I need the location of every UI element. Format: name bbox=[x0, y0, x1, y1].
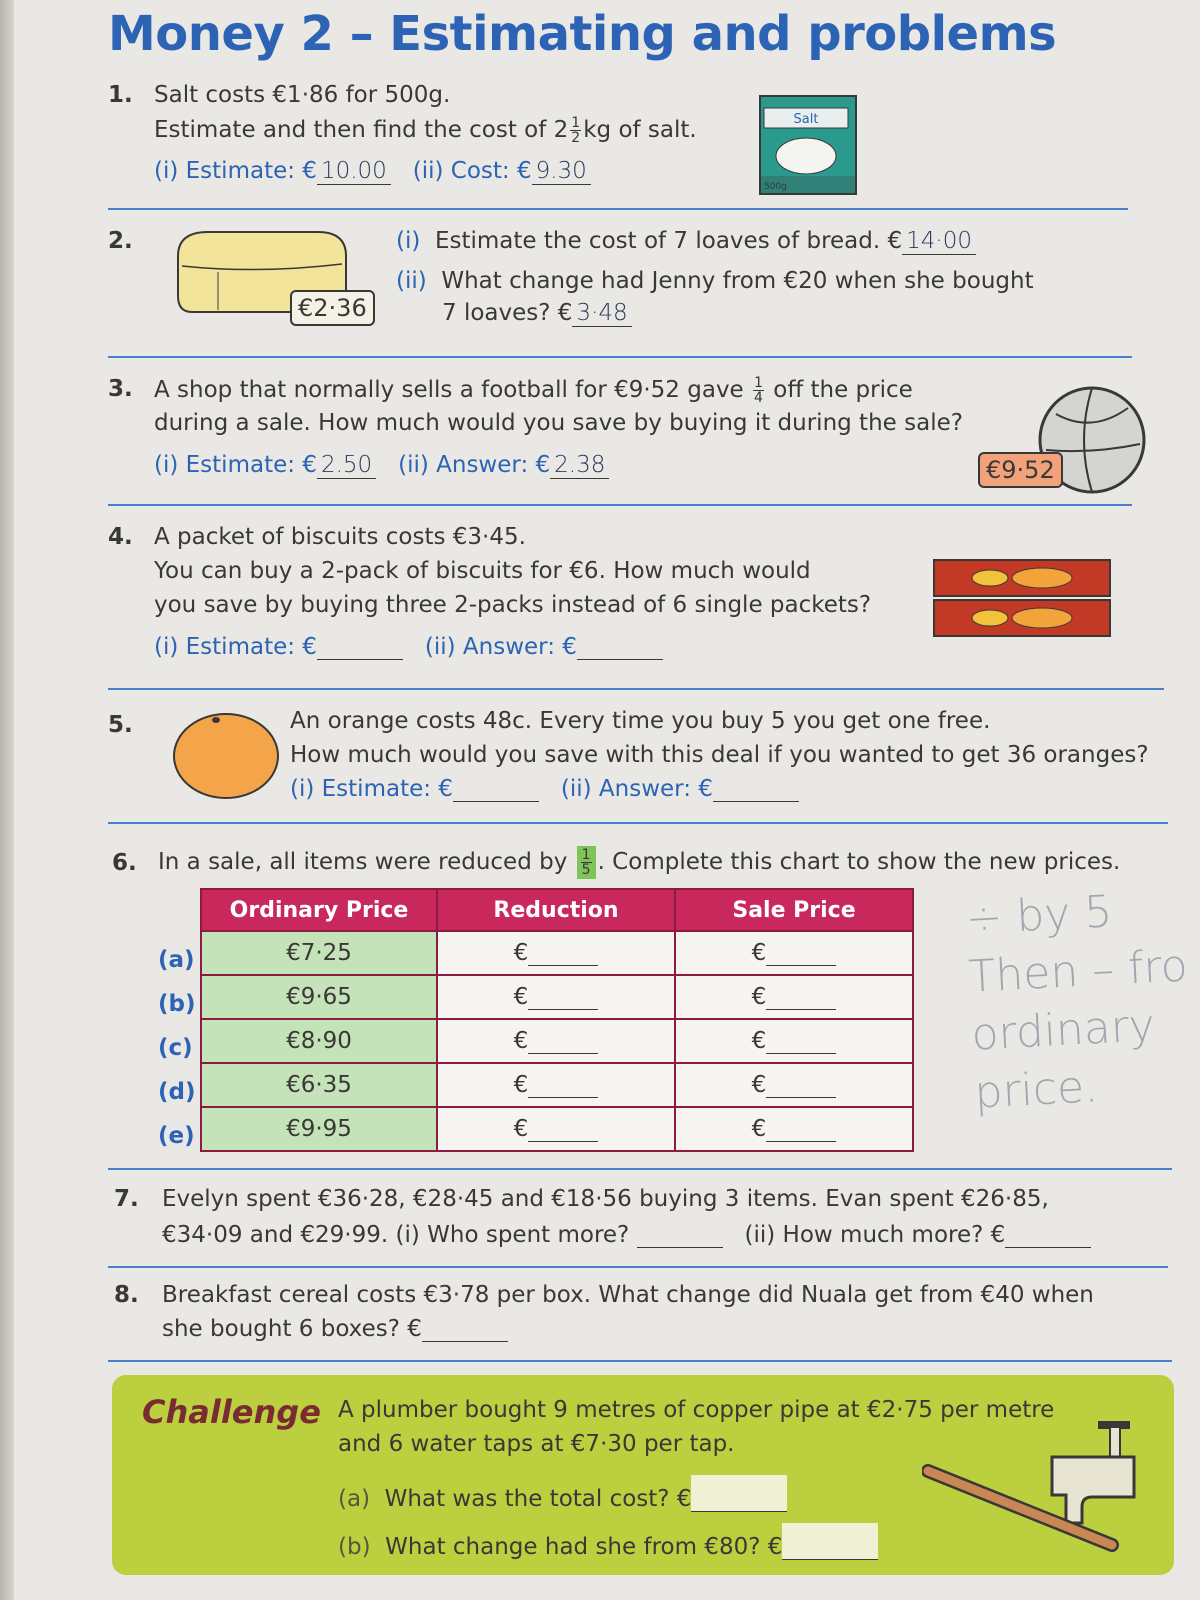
reduction-cell[interactable] bbox=[437, 1107, 675, 1151]
q2-ii-label: (ii) bbox=[396, 268, 427, 294]
q2-part-ii bbox=[396, 268, 1034, 294]
q5-answer-label: (ii) Answer: € bbox=[560, 776, 713, 802]
challenge-title: Challenge bbox=[142, 1393, 321, 1431]
page-title: Money 2 – Estimating and problems bbox=[108, 6, 1057, 62]
q1-estimate-label: (i) Estimate: € bbox=[154, 158, 317, 184]
q4-line1: A packet of biscuits costs €3·45. bbox=[154, 524, 526, 550]
q4-answers bbox=[154, 634, 663, 660]
q5-answer-blank[interactable] bbox=[713, 779, 799, 802]
divider-4 bbox=[108, 688, 1164, 690]
q7-line2-pre: €34·09 and €29·99. bbox=[162, 1222, 389, 1248]
q4-line2: You can buy a 2-pack of biscuits for €6. How much would bbox=[154, 558, 811, 584]
ordinary-price-cell: €7·25 bbox=[201, 931, 437, 975]
challenge-box bbox=[112, 1375, 1174, 1575]
reduction-cell[interactable] bbox=[437, 975, 675, 1019]
sale-blank[interactable] bbox=[766, 1075, 836, 1098]
q4-estimate-blank[interactable] bbox=[317, 637, 403, 660]
orange-icon bbox=[170, 708, 282, 802]
sale-blank[interactable] bbox=[766, 943, 836, 966]
q5-estimate-label: (i) Estimate: € bbox=[290, 776, 453, 802]
reduction-euro: € bbox=[513, 984, 529, 1010]
q1-line1: Salt costs €1·86 for 500g. bbox=[154, 82, 451, 108]
q7-ii-blank[interactable] bbox=[1005, 1225, 1091, 1248]
challenge-a-text: What was the total cost? € bbox=[384, 1486, 692, 1512]
q2-ii-text2: 7 loaves? € bbox=[442, 300, 573, 326]
reduction-cell[interactable] bbox=[437, 1019, 675, 1063]
q1-fraction bbox=[570, 116, 581, 145]
q8-blank[interactable] bbox=[422, 1319, 508, 1342]
q6-fraction bbox=[577, 846, 596, 879]
q3-number: 3. bbox=[108, 376, 133, 402]
q4-line3: you save by buying three 2-packs instead of 6 single packets? bbox=[154, 592, 872, 618]
q7-line1: Evelyn spent €36·28, €28·45 and €18·56 buying 3 items. Evan spent €26·85, bbox=[162, 1186, 1049, 1212]
challenge-line2: and 6 water taps at €7·30 per tap. bbox=[338, 1431, 735, 1457]
reduction-blank[interactable] bbox=[528, 1075, 598, 1098]
q5-line2: How much would you save with this deal if you wanted to get 36 oranges? bbox=[290, 742, 1149, 768]
q6-text-post: . Complete this chart to show the new prices. bbox=[597, 849, 1121, 875]
challenge-line1: A plumber bought 9 metres of copper pipe at €2·75 per metre bbox=[338, 1397, 1055, 1423]
q6-frac-num: 1 bbox=[581, 847, 591, 863]
reduction-blank[interactable] bbox=[528, 1119, 598, 1142]
divider-7 bbox=[108, 1266, 1168, 1268]
sale-euro: € bbox=[751, 1028, 767, 1054]
divider-6 bbox=[108, 1168, 1172, 1170]
row-letter-e: (e) bbox=[158, 1123, 195, 1149]
q3-answer-label: (ii) Answer: € bbox=[398, 452, 551, 478]
q4-answer-blank[interactable] bbox=[577, 637, 663, 660]
reduction-blank[interactable] bbox=[528, 943, 598, 966]
q7-line2 bbox=[162, 1222, 1091, 1248]
q3-estimate-label: (i) Estimate: € bbox=[154, 452, 317, 478]
note-line-2: Then – fro bbox=[967, 940, 1189, 1003]
q2-part-ii-cont bbox=[442, 300, 632, 327]
q2-price-tag: €2·36 bbox=[290, 290, 375, 326]
divider-2 bbox=[108, 356, 1132, 358]
q1-line2-post: kg of salt. bbox=[583, 117, 697, 143]
q2-ii-text: What change had Jenny from €20 when she bought bbox=[441, 268, 1034, 294]
row-letter-c: (c) bbox=[158, 1035, 193, 1061]
challenge-part-a bbox=[338, 1475, 787, 1512]
q5-estimate-blank[interactable] bbox=[453, 779, 539, 802]
q2-i-label: (i) bbox=[396, 228, 421, 254]
header-reduction: Reduction bbox=[437, 889, 675, 931]
reduction-euro: € bbox=[513, 940, 529, 966]
tap-and-pipe-icon bbox=[922, 1415, 1162, 1565]
divider-8 bbox=[108, 1360, 1172, 1362]
salt-box-illustration bbox=[756, 90, 860, 198]
ordinary-price-cell: €8·90 bbox=[201, 1019, 437, 1063]
biscuit-packets-icon bbox=[930, 556, 1116, 642]
sale-euro: € bbox=[751, 984, 767, 1010]
q5-line1: An orange costs 48c. Every time you buy 5 you get one free. bbox=[290, 708, 991, 734]
header-ordinary-price: Ordinary Price bbox=[201, 889, 437, 931]
q1-answers bbox=[154, 158, 591, 185]
ordinary-price-cell: €6·35 bbox=[201, 1063, 437, 1107]
ordinary-price-cell: €9·95 bbox=[201, 1107, 437, 1151]
table-row bbox=[201, 1063, 913, 1107]
table-row bbox=[201, 931, 913, 975]
q1-number: 1. bbox=[108, 82, 133, 108]
q1-line2 bbox=[154, 116, 697, 145]
q3-estimate-answer[interactable]: 2.50 bbox=[317, 452, 376, 479]
sale-price-cell[interactable] bbox=[675, 931, 913, 975]
q7-i-blank[interactable] bbox=[637, 1225, 723, 1248]
q3-answer-value[interactable]: 2.38 bbox=[550, 452, 609, 479]
q1-frac-den: 2 bbox=[571, 130, 581, 146]
q8-line2 bbox=[162, 1316, 508, 1342]
challenge-b-text: What change had she from €80? € bbox=[385, 1534, 783, 1560]
q3-frac-den: 4 bbox=[754, 390, 763, 406]
salt-box-weight: 500g bbox=[764, 182, 787, 192]
salt-box-label: Salt bbox=[793, 112, 819, 127]
sale-price-chart bbox=[200, 888, 914, 1152]
sale-euro: € bbox=[751, 1072, 767, 1098]
q3-line2: during a sale. How much would you save by buying it during the sale? bbox=[154, 410, 963, 436]
q7-i-label: (i) Who spent more? bbox=[395, 1222, 630, 1248]
q1-cost-label: (ii) Cost: € bbox=[412, 158, 532, 184]
q6-number: 6. bbox=[112, 850, 137, 876]
q8-line2-text: she bought 6 boxes? € bbox=[162, 1316, 422, 1342]
sale-blank[interactable] bbox=[766, 987, 836, 1010]
challenge-b-label: (b) bbox=[338, 1534, 371, 1560]
q6-row-letters bbox=[158, 938, 196, 1158]
reduction-euro: € bbox=[513, 1028, 529, 1054]
divider-3 bbox=[108, 504, 1132, 506]
challenge-b-box[interactable] bbox=[782, 1523, 878, 1560]
sale-price-cell[interactable] bbox=[675, 1019, 913, 1063]
reduction-euro: € bbox=[513, 1072, 529, 1098]
q6-frac-den: 5 bbox=[581, 862, 591, 878]
q5-number: 5. bbox=[108, 712, 133, 738]
page-edge bbox=[0, 0, 14, 1600]
q1-frac-num: 1 bbox=[571, 115, 581, 131]
divider-1 bbox=[108, 208, 1128, 210]
sale-price-cell[interactable] bbox=[675, 1107, 913, 1151]
q3-price-tag: €9·52 bbox=[978, 452, 1063, 488]
q1-line2-pre: Estimate and then find the cost of 2 bbox=[154, 117, 569, 143]
q7-number: 7. bbox=[114, 1186, 139, 1212]
note-line-1: ÷ by 5 bbox=[964, 886, 1114, 945]
table-row bbox=[201, 1019, 913, 1063]
row-letter-b: (b) bbox=[158, 991, 196, 1017]
q2-i-answer[interactable]: 14·00 bbox=[902, 228, 976, 255]
table-row bbox=[201, 1107, 913, 1151]
q4-answer-label: (ii) Answer: € bbox=[424, 634, 577, 660]
header-sale-price: Sale Price bbox=[675, 889, 913, 931]
q2-part-i bbox=[396, 228, 976, 255]
q3-frac-num: 1 bbox=[754, 375, 763, 391]
reduction-cell[interactable] bbox=[437, 1063, 675, 1107]
q3-line1-post: off the price bbox=[773, 377, 913, 403]
row-letter-a: (a) bbox=[158, 947, 195, 973]
q2-ii-answer[interactable]: 3·48 bbox=[572, 300, 631, 327]
q6-text-pre: In a sale, all items were reduced by bbox=[158, 849, 568, 875]
divider-5 bbox=[108, 822, 1168, 824]
q7-ii-label: (ii) How much more? € bbox=[744, 1222, 1006, 1248]
q4-estimate-label: (i) Estimate: € bbox=[154, 634, 317, 660]
q1-estimate-answer[interactable]: 10.00 bbox=[317, 158, 391, 185]
row-letter-d: (d) bbox=[158, 1079, 196, 1105]
q3-fraction bbox=[753, 376, 764, 405]
ordinary-price-cell: €9·65 bbox=[201, 975, 437, 1019]
sale-blank[interactable] bbox=[766, 1031, 836, 1054]
sale-euro: € bbox=[751, 940, 767, 966]
q4-number: 4. bbox=[108, 524, 133, 550]
note-line-4: price. bbox=[973, 1061, 1100, 1119]
note-line-3: ordinary bbox=[970, 1000, 1157, 1061]
sale-price-cell[interactable] bbox=[675, 1063, 913, 1107]
challenge-a-box[interactable] bbox=[691, 1475, 787, 1512]
q3-line1-pre: A shop that normally sells a football for €9·52 gave bbox=[154, 377, 744, 403]
q8-line1: Breakfast cereal costs €3·78 per box. What change did Nuala get from €40 when bbox=[162, 1282, 1094, 1308]
sale-euro: € bbox=[751, 1116, 767, 1142]
reduction-euro: € bbox=[513, 1116, 529, 1142]
table-row bbox=[201, 975, 913, 1019]
challenge-part-b bbox=[338, 1523, 878, 1560]
q2-number: 2. bbox=[108, 228, 133, 254]
q3-answers bbox=[154, 452, 609, 479]
q8-number: 8. bbox=[114, 1282, 139, 1308]
challenge-a-label: (a) bbox=[338, 1486, 371, 1512]
sale-blank[interactable] bbox=[766, 1119, 836, 1142]
reduction-blank[interactable] bbox=[528, 987, 598, 1010]
handwritten-note bbox=[964, 879, 1195, 1122]
reduction-blank[interactable] bbox=[528, 1031, 598, 1054]
q2-i-text: Estimate the cost of 7 loaves of bread. € bbox=[434, 228, 903, 254]
sale-price-cell[interactable] bbox=[675, 975, 913, 1019]
q5-answers bbox=[290, 776, 799, 802]
reduction-cell[interactable] bbox=[437, 931, 675, 975]
q1-cost-answer[interactable]: 9.30 bbox=[532, 158, 591, 185]
q3-line1 bbox=[154, 376, 913, 405]
q6-text bbox=[158, 846, 1120, 879]
